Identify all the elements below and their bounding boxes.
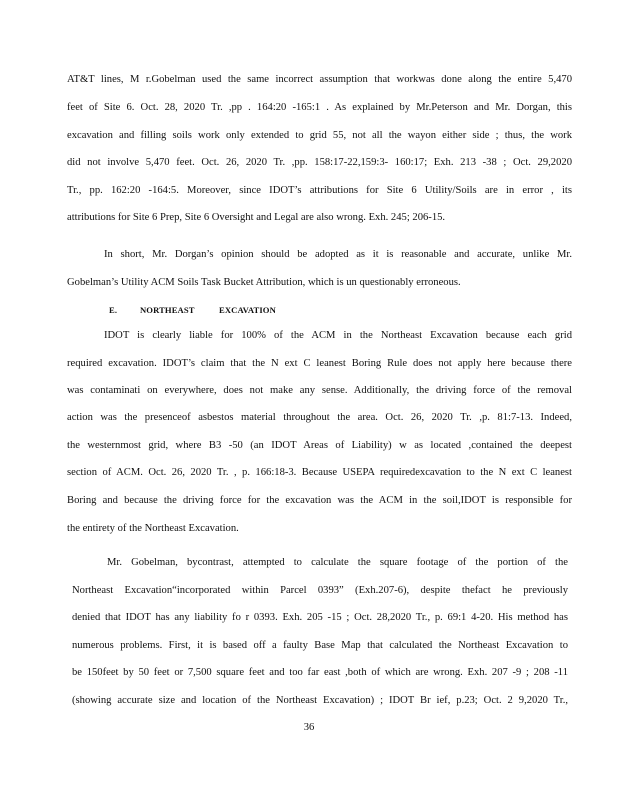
paragraph-3-line: IDOT is clearly liable for 100% of the ACM in the Northeast Excavation because each grid — [104, 330, 572, 341]
paragraph-4-line: numerous problems. First, it is based off a faulty Base Map that calculated the Northeast Excavation to — [72, 640, 568, 651]
paragraph-4-line: (showing accurate size and location of the Northeast Excavation) ; IDOT Br ief, p.23; Oct. 2 9,2020 Tr., — [72, 695, 568, 706]
paragraph-4-line: be 150feet by 50 feet or 7,500 square feet and too far east ,both of which are wrong. Exh. 207 -9 ; 208 -11 — [72, 667, 568, 678]
paragraph-3-line: required excavation. IDOT’s claim that the N ext C leanest Boring Rule does not apply here because there — [67, 358, 572, 369]
paragraph-2-last-line: Gobelman’s Utility ACM Soils Task Bucket Attribution, which is un questionably erroneous. — [67, 277, 461, 288]
section-heading-title-word: EXCAVATION — [219, 305, 276, 315]
paragraph-1-line: excavation and filling soils work only extended to grid 55, not all the wayon either side ; thus, the work — [67, 130, 572, 141]
paragraph-1-line: did not involve 5,470 feet. Oct. 26, 2020 Tr. ,pp. 158:17-22,159:3- 160:17; Exh. 213 -38 ; Oct. 29,2020 — [67, 157, 572, 168]
paragraph-4-line: Northeast Excavation“incorporated within Parcel 0393” (Exh.207-6), despite thefact he previously — [72, 585, 568, 596]
section-heading-title-word: NORTHEAST — [140, 305, 195, 315]
paragraph-1-line: AT&T lines, M r.Gobelman used the same incorrect assumption that workwas done along the entire 5,470 — [67, 74, 572, 85]
paragraph-1-last-line: attributions for Site 6 Prep, Site 6 Oversight and Legal are also wrong. Exh. 245; 206-15. — [67, 212, 446, 223]
paragraph-3-last-line: the entirety of the Northeast Excavation. — [67, 523, 239, 534]
paragraph-3-line: the westernmost grid, where B3 -50 (an IDOT Areas of Liability) w as located ,contained the deepest — [67, 440, 572, 451]
page-number: 36 — [303, 722, 315, 733]
paragraph-3-line: action was the presenceof asbestos material throughout the area. Oct. 26, 2020 Tr. ,p. 81:7-13. Indeed, — [67, 412, 572, 423]
paragraph-1-line: Tr., pp. 162:20 -164:5. Moreover, since IDOT’s attributions for Site 6 Utility/Soils are in error , its — [67, 185, 572, 196]
paragraph-3-line: section of ACM. Oct. 26, 2020 Tr. , p. 166:18-3. Because USEPA requiredexcavation to the N ext C leanest — [67, 467, 572, 478]
paragraph-4-line: denied that IDOT has any liability fo r 0393. Exh. 205 -15 ; Oct. 28,2020 Tr., p. 69:1 4-20. His method has — [72, 612, 568, 623]
paragraph-4-line: Mr. Gobelman, bycontrast, attempted to calculate the square footage of the portion of the — [107, 557, 568, 568]
paragraph-3-line: was contaminati on everywhere, does not make any sense. Additionally, the driving force of the removal — [67, 385, 572, 396]
section-heading-letter: E. — [109, 305, 118, 315]
paragraph-3-line: Boring and because the driving force for the excavation was the ACM in the soil,IDOT is responsible for — [67, 495, 572, 506]
paragraph-1-line: feet of Site 6. Oct. 28, 2020 Tr. ,pp . 164:20 -165:1 . As explained by Mr.Peterson and Mr. Dorgan, this — [67, 102, 572, 113]
paragraph-2-line: In short, Mr. Dorgan’s opinion should be adopted as it is reasonable and accurate, unlike Mr. — [104, 249, 572, 260]
